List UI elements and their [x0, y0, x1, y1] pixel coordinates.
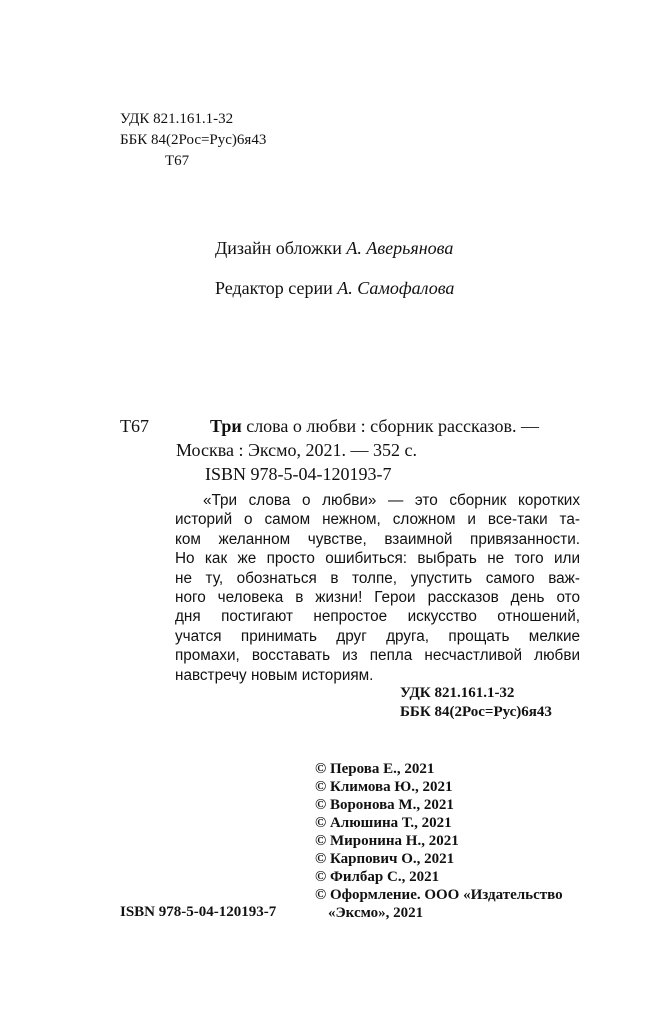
record-title-bold: Три: [210, 416, 242, 436]
annotation-line: ного человека в жизни! Герои рассказов день ото: [175, 589, 580, 607]
copyright-line: © Перова Е., 2021: [315, 761, 435, 777]
series-editor-name: А. Самофалова: [337, 278, 455, 298]
record-udk: УДК 821.161.1-32: [400, 685, 515, 701]
annotation-line: навстречу новым историям.: [175, 666, 374, 684]
copyright-line: © Миронина Н., 2021: [315, 833, 459, 849]
copyright-line: «Эксмо», 2021: [328, 905, 424, 921]
annotation-line: дня постигают непростое искусство отношений,: [175, 608, 580, 626]
top-bbk: ББК 84(2Рос=Рус)6я43: [120, 132, 267, 148]
cover-design-name: А. Аверьянова: [346, 238, 454, 258]
record-title: [210, 416, 539, 437]
annotation-line: Но как же просто ошибиться: выбрать не того или: [175, 550, 580, 568]
top-author-mark: Т67: [165, 153, 190, 169]
series-editor-label: Редактор серии: [215, 278, 333, 298]
copyright-line: © Алюшина Т., 2021: [315, 815, 452, 831]
annotation-line: историй о самом нежном, сложном и все-таки та-: [175, 511, 580, 529]
bottom-isbn: ISBN 978-5-04-120193-7: [120, 904, 277, 920]
cover-design-credit: [215, 238, 453, 259]
copyright-line: © Воронова М., 2021: [315, 797, 454, 813]
annotation-line: «Три слова о любви» — это сборник коротких: [203, 492, 580, 509]
series-editor-credit: [215, 278, 454, 299]
record-imprint: Москва : Эксмо, 2021. — 352 с.: [176, 440, 418, 460]
annotation-line: промахи, восставать из пепла несчастливой любви: [175, 647, 580, 665]
copyright-line: © Филбар С., 2021: [315, 869, 440, 885]
copyright-line: © Карпович О., 2021: [315, 851, 455, 867]
copyright-block: [315, 760, 563, 922]
cover-design-label: Дизайн обложки: [215, 238, 342, 258]
annotation-line: не ту, обознаться в толпе, упустить самого важ-: [175, 569, 580, 587]
record-bbk: ББК 84(2Рос=Рус)6я43: [400, 704, 552, 720]
record-isbn: ISBN 978-5-04-120193-7: [205, 464, 392, 484]
annotation-line: учатся принимать друг друга, прощать мелкие: [175, 627, 580, 645]
copyright-line: © Климова Ю., 2021: [315, 779, 453, 795]
annotation: [175, 491, 580, 685]
top-udk: УДК 821.161.1-32: [120, 111, 234, 127]
copyright-line: © Оформление. ООО «Издательство: [315, 887, 563, 903]
record-mark: Т67: [120, 416, 149, 436]
record-title-rest: слова о любви : сборник рассказов. —: [246, 416, 539, 436]
annotation-line: ком желанном чувстве, взаимной привязанности.: [175, 530, 580, 548]
